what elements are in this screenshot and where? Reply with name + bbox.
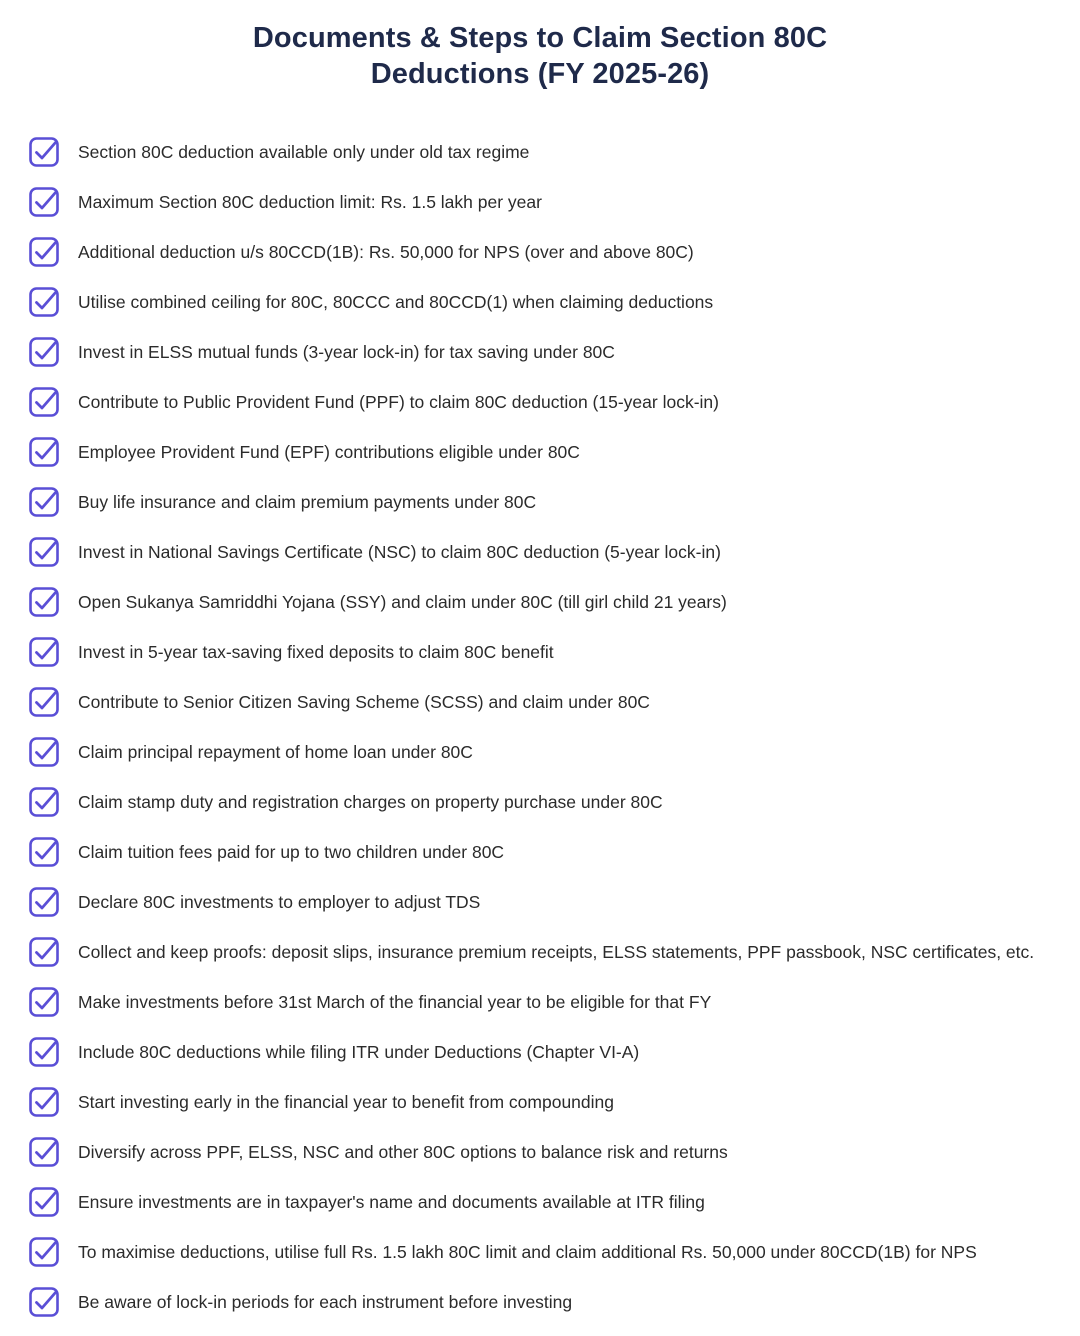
checklist-item-label: Utilise combined ceiling for 80C, 80CCC and 80CCD(1) when claiming deductions xyxy=(78,292,714,312)
checklist-item xyxy=(0,727,1080,777)
checklist-item xyxy=(0,327,1080,377)
checklist-item xyxy=(0,1277,1080,1327)
checklist-item-label: To maximise deductions, utilise full Rs. 1.5 lakh 80C limit and claim additional Rs. 50,000 under 80CCD(1B) for NPS xyxy=(78,1242,977,1262)
checked-checkbox-icon[interactable] xyxy=(27,285,61,319)
checked-checkbox-icon[interactable] xyxy=(27,1185,61,1219)
checklist xyxy=(0,127,1080,1327)
checklist-item-label: Claim stamp duty and registration charges on property purchase under 80C xyxy=(78,792,663,812)
checklist-item xyxy=(0,1227,1080,1277)
checklist-item-label: Section 80C deduction available only under old tax regime xyxy=(78,142,530,162)
checked-checkbox-icon[interactable] xyxy=(27,835,61,869)
checked-checkbox-icon[interactable] xyxy=(27,535,61,569)
checklist-item-label: Be aware of lock-in periods for each instrument before investing xyxy=(78,1292,573,1312)
checklist-item xyxy=(0,927,1080,977)
checklist-item xyxy=(0,577,1080,627)
checklist-item xyxy=(0,877,1080,927)
checked-checkbox-icon[interactable] xyxy=(27,735,61,769)
checked-checkbox-icon[interactable] xyxy=(27,435,61,469)
checklist-item-label: Additional deduction u/s 80CCD(1B): Rs. 50,000 for NPS (over and above 80C) xyxy=(78,242,694,262)
checklist-item xyxy=(0,277,1080,327)
checked-checkbox-icon[interactable] xyxy=(27,385,61,419)
checklist-item-label: Buy life insurance and claim premium payments under 80C xyxy=(78,492,537,512)
checklist-item xyxy=(0,677,1080,727)
checklist-item xyxy=(0,527,1080,577)
checked-checkbox-icon[interactable] xyxy=(27,585,61,619)
page-title-line-1: Documents & Steps to Claim Section 80C xyxy=(252,22,828,54)
page-title xyxy=(0,20,1080,92)
checklist-item-label: Maximum Section 80C deduction limit: Rs. 1.5 lakh per year xyxy=(78,192,542,212)
page-title-line-2: Deductions (FY 2025-26) xyxy=(370,58,710,90)
checklist-item-label: Make investments before 31st March of the financial year to be eligible for that FY xyxy=(78,992,712,1012)
checked-checkbox-icon[interactable] xyxy=(27,985,61,1019)
checked-checkbox-icon[interactable] xyxy=(27,1035,61,1069)
checklist-item xyxy=(0,177,1080,227)
checked-checkbox-icon[interactable] xyxy=(27,785,61,819)
checklist-item-label: Invest in National Savings Certificate (NSC) to claim 80C deduction (5-year lock-in) xyxy=(78,542,721,562)
checklist-item xyxy=(0,1027,1080,1077)
checklist-item-label: Invest in 5-year tax-saving fixed deposits to claim 80C benefit xyxy=(78,642,554,662)
checklist-item xyxy=(0,377,1080,427)
checklist-item-label: Declare 80C investments to employer to adjust TDS xyxy=(78,892,481,912)
checked-checkbox-icon[interactable] xyxy=(27,485,61,519)
checklist-item-label: Diversify across PPF, ELSS, NSC and other 80C options to balance risk and returns xyxy=(78,1142,728,1162)
checklist-item xyxy=(0,977,1080,1027)
checklist-item-label: Ensure investments are in taxpayer's name and documents available at ITR filing xyxy=(78,1192,705,1212)
checklist-item xyxy=(0,127,1080,177)
checked-checkbox-icon[interactable] xyxy=(27,335,61,369)
checked-checkbox-icon[interactable] xyxy=(27,935,61,969)
checked-checkbox-icon[interactable] xyxy=(27,885,61,919)
checklist-item xyxy=(0,227,1080,277)
checklist-item xyxy=(0,1177,1080,1227)
checklist-item-label: Start investing early in the financial year to benefit from compounding xyxy=(78,1092,614,1112)
checklist-item-label: Include 80C deductions while filing ITR under Deductions (Chapter VI-A) xyxy=(78,1042,640,1062)
checklist-item-label: Claim tuition fees paid for up to two children under 80C xyxy=(78,842,505,862)
checklist-item xyxy=(0,827,1080,877)
checklist-item-label: Collect and keep proofs: deposit slips, insurance premium receipts, ELSS statements, PPF passbook, NSC certificates, etc. xyxy=(78,942,1035,962)
checklist-item xyxy=(0,1077,1080,1127)
checklist-item xyxy=(0,427,1080,477)
checked-checkbox-icon[interactable] xyxy=(27,185,61,219)
checked-checkbox-icon[interactable] xyxy=(27,1085,61,1119)
checklist-item-label: Contribute to Senior Citizen Saving Scheme (SCSS) and claim under 80C xyxy=(78,692,650,712)
checklist-item-label: Employee Provident Fund (EPF) contributions eligible under 80C xyxy=(78,442,580,462)
checked-checkbox-icon[interactable] xyxy=(27,1135,61,1169)
checklist-item xyxy=(0,477,1080,527)
checked-checkbox-icon[interactable] xyxy=(27,1235,61,1269)
checklist-item-label: Claim principal repayment of home loan under 80C xyxy=(78,742,473,762)
checklist-item-label: Open Sukanya Samriddhi Yojana (SSY) and claim under 80C (till girl child 21 years) xyxy=(78,592,727,612)
checklist-item xyxy=(0,627,1080,677)
checklist-item xyxy=(0,1127,1080,1177)
checked-checkbox-icon[interactable] xyxy=(27,1285,61,1319)
checked-checkbox-icon[interactable] xyxy=(27,685,61,719)
checklist-item-label: Invest in ELSS mutual funds (3-year lock-in) for tax saving under 80C xyxy=(78,342,615,362)
checked-checkbox-icon[interactable] xyxy=(27,135,61,169)
checklist-item-label: Contribute to Public Provident Fund (PPF) to claim 80C deduction (15-year lock-in) xyxy=(78,392,719,412)
checked-checkbox-icon[interactable] xyxy=(27,635,61,669)
checklist-item xyxy=(0,777,1080,827)
checked-checkbox-icon[interactable] xyxy=(27,235,61,269)
